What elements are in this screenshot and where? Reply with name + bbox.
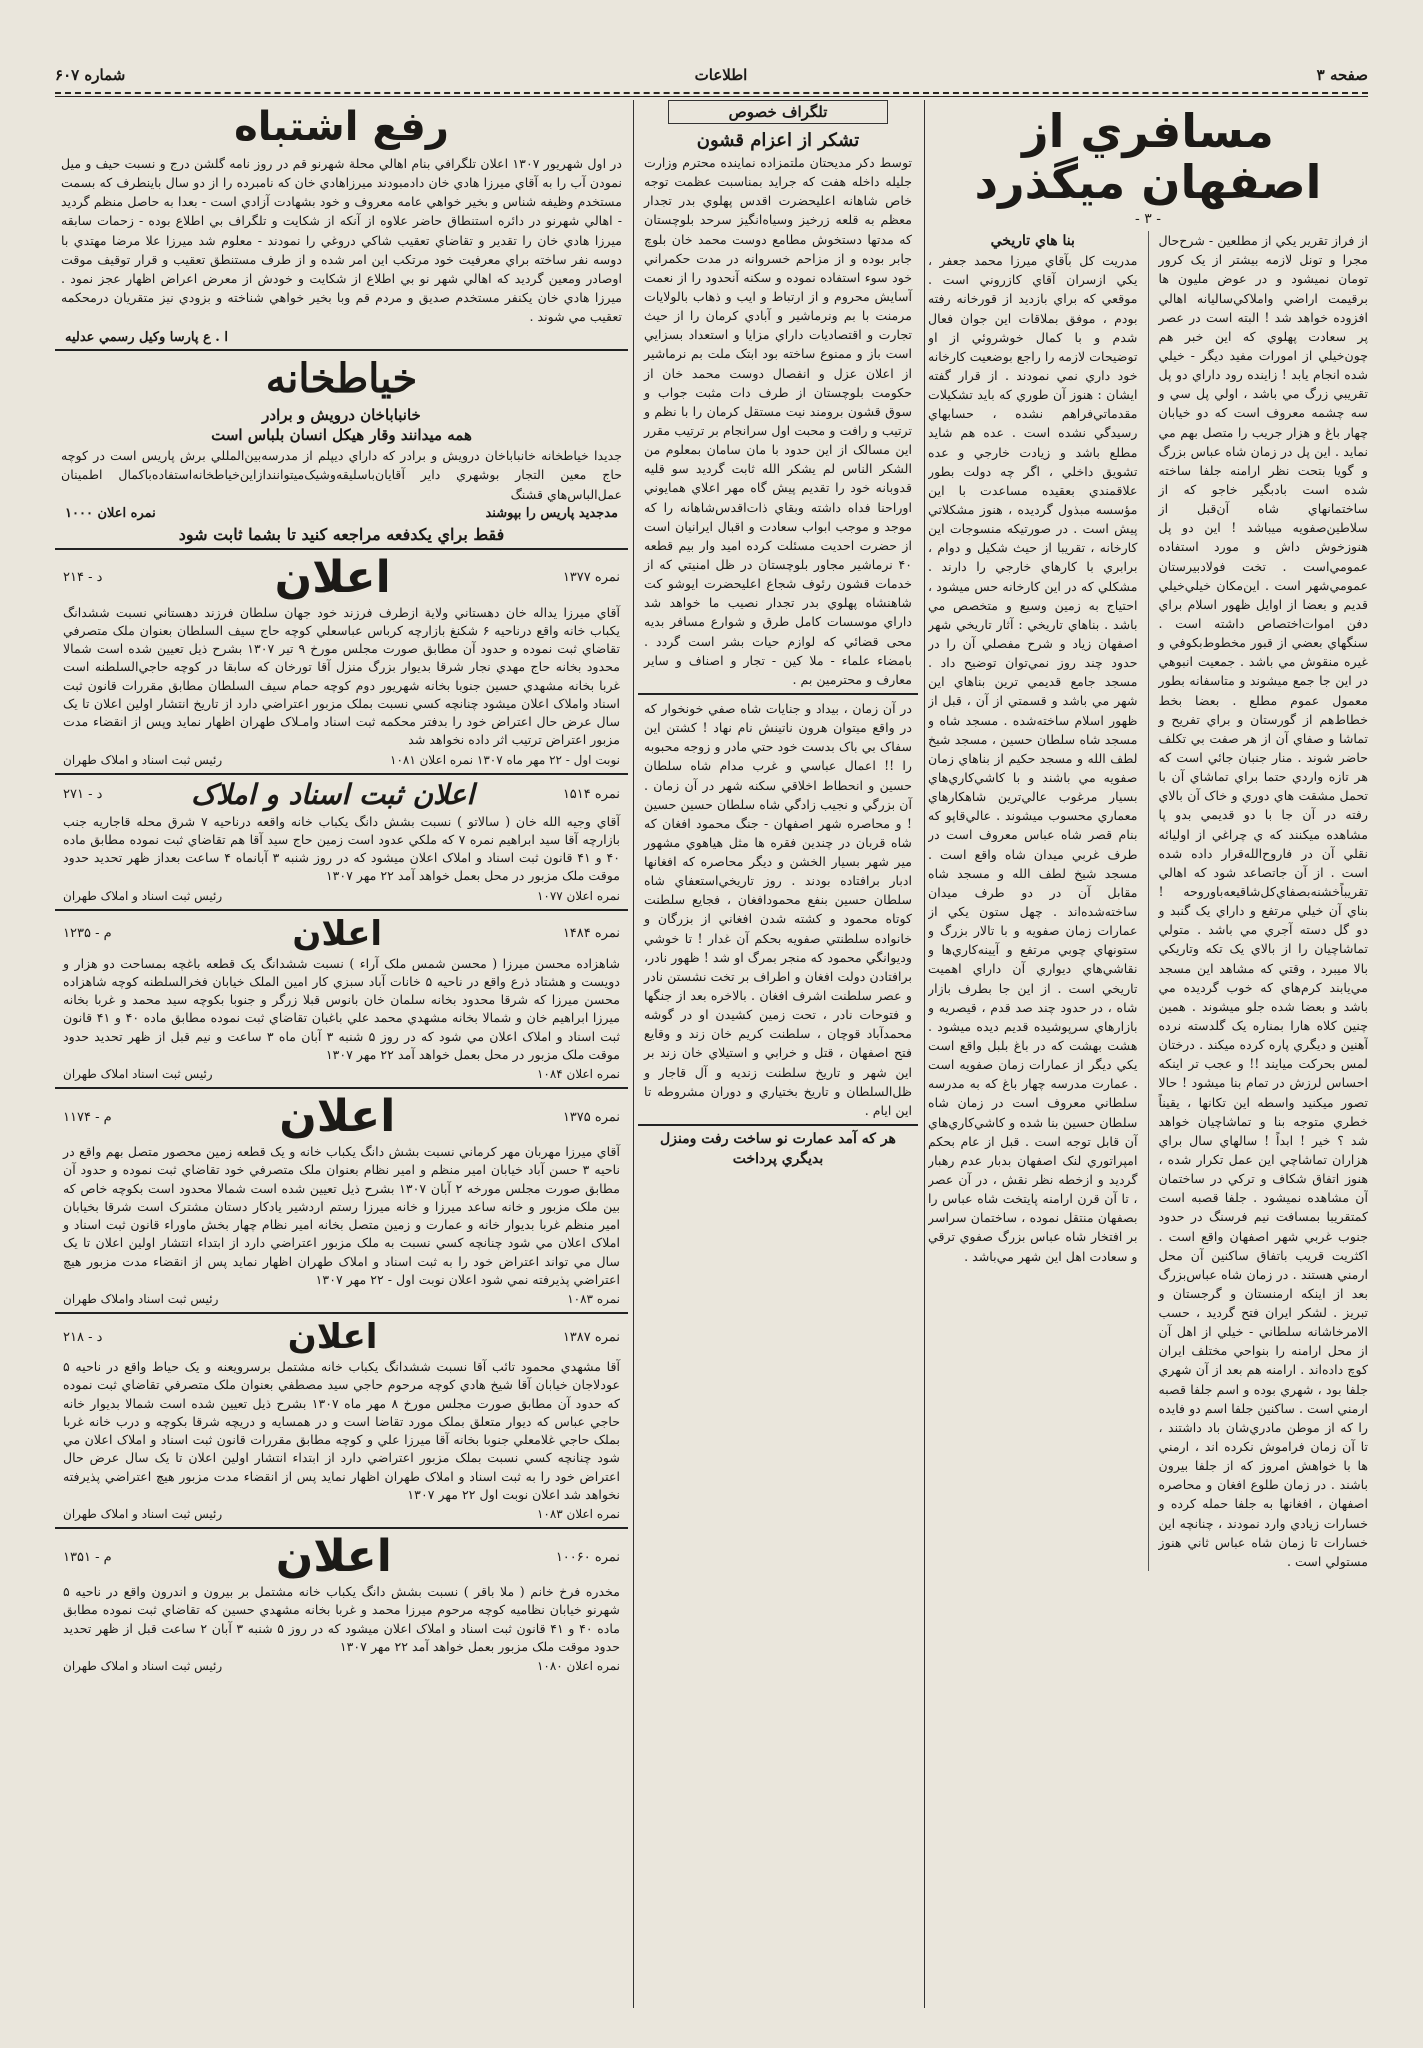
notice-header [63,551,620,603]
notice-footer-left: رئيس ثبت اسناد واملاک طهران [63,1292,219,1307]
notice-number: نمره ۱۳۸۷ [562,1329,620,1345]
notice-code: د - ۲۱۸ [63,1329,103,1345]
notice-title: اعلان [279,1091,396,1143]
article-col-2: مدريت کل بآقاي ميرزا محمد جعفر ، يکي ازسران آقاي کازروني است . موقعي که براي بازديد از قورخانه رفته بودم ، موفق بملاقات اين جوان فعال شدم و با کمال خوشروئي از او توضيحات لازمه را راجع بوضعيت کارخانه خود داري نمي نمودند . از قرار گفته ايشان : هنوز آن طوري که بايد تشکيلات مقدماتي‌فراهم نشده ، حسابهاي رسيدگي نشده است . عده هم شايد مطلع باشد و زيادت خارجي و عده تشويق داخلي ، اگر چه دولت بطور علاقمندي بعقيده مساعدت با اين مؤسسه مبذول گرديده ، هنوز مشکلاتي پيش است . در صورتيکه منسوجات اين کارخانه ، تقريبا از حيث شکيل و دوام ، برابري با کارهاي خارجي را دارند . مشکلي که در اين کارخانه حس ميشود ، احتياج به زمين وسيع و متخصص مي باشد . بناهاي تاريخي : آثار تاريخي شهر اصفهان زياد و شرح مفصلي آن را در حدود چند روز نمي‌توان توضيح داد . مسجد جامع قديمي ترين بناهاي اين شهر مي باشد و قسمتي از آن ، قبل از ظهور اسلام ساخته‌شده . مسجد شاه و مسجد شاه سلطان حسين ، مسجد شيخ لطف الله و مسجد حکيم از بناهاي زمان صفويه مي باشند و با کاشي‌کاري‌هاي بسيار مرغوب عالي‌ترين شاهکارهاي معماري محسوب ميشوند . عالي‌قاپو که بنام قصر شاه عباس معروف است در طرف غربي ميدان شاه واقع است . مسجد شيخ لطف الله و مسجد شاه مقابل آن در دو طرف ميدان ساخته‌شده‌اند . چهل ستون يکي از عمارات زمان صفويه و با تالار بزرگ و ستونهاي چوبي مرتفع و آيينه‌کاري‌ها و نقاشي‌هاي ديواري آن داراي اهميت تاريخي است . از اين جا بطرف بازار شاه ، در حدود چند صد قدم ، قيصريه و بازارهاي سرپوشيده قديم ديده ميشود . هشت بهشت که در باغ بلبل واقع است يکي ديگر از عمارات زمان صفويه است . عمارت مدرسه چهار باغ که به مدرسه سلطاني معروف است در زمان شاه سلطان حسين بنا شده و کاشي‌کاري‌هاي آن قابل توجه است . قبل از عام بحکم امپراتوري لنک اصفهان بدبار عدم رهبار گرديد و ازخطه نظر نقش ، در آن عصر ، تا آن قرن ارامنه پايتخت شاه عباس را بصفهان منتقل نموده ، ساختمان سراسر بر افتخار شاه عباس بزرگ صفوي ترقي و سعادت اهل اين شهر مي‌باشد . [928,253,1138,1264]
section-rule [55,1527,628,1529]
section-rule [55,548,628,550]
masthead-rule-2 [55,96,1368,97]
notice-title: اعلان [275,1531,392,1583]
column-divider [924,100,925,2008]
notice-code: د - ۲۷۱ [63,787,103,803]
notice-number: نمره ۱۳۷۵ [562,1109,620,1125]
notice-footer-right: نمره اعلان ۱۰۸۳ [536,1507,620,1522]
notice-body: آقا مشهدي محمود تائب آقا نسبت ششدانگ يکباب خانه مشتمل برسرويعنه و يک حياط واقع در ناحيه ۵ عودلاجان خيابان آقا شيخ هادي کوچه مرحوم حاجي سيد مصطفي بعنوان ملک متصرفي تقاضاي ثبت نموده که حدود آن مطابق صورت مجلس مورخ ۸ مهر ماه ۱۳۰۷ بشرح ذيل تعيين شده است شمالا بديوار خانه حاجي عباس که ديوار متعلق بملک مورد تقاضا است و در همسايه و دريچه شرقا بکوچه و درب خانه غربا بملک حاجي غلامعلي جنوبا بخانه آقا ميرزا علي و کوچه مطابق مقررات قانون ثبت اسناد و املاک اعلان مي شود چنانچه کسي نسبت بملک مزبور اعتراضي دارد از ابتداء انتشار اولين اعلان تا يک سال عرض حال اعتراض خود را به ثبت اسناد و املاک طهران اظهار نمايد پس از انقضاء مدت مزبور هيچ اعتراضي پذيرفته نخواهد شد اعلان نوبت اول ۲۲ مهر ۱۳۰۷ [63,1359,620,1502]
telegraph-label: تلگراف خصوص [668,100,888,124]
notice-footer [63,753,620,767]
legal-notice [55,779,628,905]
notice-body: آقاي ميرزا يداله خان دهستاني ولاية ازطرف فرزند خود جهان سلطان فرزند دهستاني نسبت ششدانگ يکباب خانه واقع درناحيه ۶ شکنغ بازارچه کرباس عباسعلي کوچه حاج سيف السلطان بعنوان ملک متصرفي تقاضاي ثبت نموده و حدود آن مطابق صورت مجلس مورخ ۹ تير ۱۳۰۷ بشرح ذيل تعيين شده است شمالا محدود بخانه حاج مهدي نجار شرقا بديوار بزرگ منزل آقا تورخان که سابقا در کوچه حاجي‌السلطنه است غربا بخانه مشهدي حسين جنوبا بخانه شهريور دوم کوچه حمام سيف السلطان مطابق مقررات قانون ثبت اسناد واملاک اعلان ميشود چنانچه کسي نسبت بملک مزبور اعتراضي دارد از تاريخ انتشار اولين اعلان تا يک سال عرض حال اعتراض خود را بدفتر محکمه ثبت اسناد وامـلاک طهران اظهار نمايد وپس از انقضاء مدت مزبور اعتراض ترتيب اثر داده نخواهد شد [63,604,620,748]
notice-header [63,1531,620,1583]
notice-header [63,1317,620,1358]
notice-number: نمره ۱۰۰۶۰ [555,1549,620,1565]
section-rule [55,349,628,351]
notice-header [63,1091,620,1143]
legal-notice [55,551,628,769]
article-body [928,231,1368,1571]
notice-footer [63,1659,620,1673]
notice-code: م - ۱۱۷۴ [63,1109,112,1125]
notice-footer [63,889,620,903]
historic-heading: بنا هاي تاريخي [990,233,1075,250]
telegraph-heading: تشکر از اعزام قشون [696,130,860,151]
notice-footer [63,1067,620,1081]
history-text: در آن زمان ، بيداد و جنايات شاه صفي خونخوار که در واقع ميتوان هرون ناتينش نام نهاد ! کشتن اين سفاک بي باک بدست خود حتي مادر و زوجه محبوبه را !! اعمال عباسي و غرب مدام شاه سلطان حسين و انحطاط اخلاقي سکنه شهر در آن زمان . آن بزرگي و نجيب زادگي شاه سلطان حسين حسين ! و محاصره شهر اصفهان - جنگ محمود افغان که شاه قربان در چندين فقره ها مثل هياهوي مشهور مير شهر بسيار‌ الخشن و ديگر محاصره که افغانها ادبار برافتاده بودند . روز تاريخي‌استعفاي شاه سلطان حسين بنفع محمود‌افغان ، فجايع سلطنت کوتاه محمود و کشته شدن افغاني از بزرگان و خانواده سلطنتي صفويه بحکم آن غدار ! تا خوشي وديوانگي محمود که منجر بمرگ او شد ! ظهور نادر، برافتادن دولت افغان و اطراف بر تخت نشستن نادر و عصر سلطنت اشرف افغان . بالاخره بعد از جنگها و فتوحات نادر ، تحت زمين کشيدن او در گوشه محمدآباد قوچان ، سلطنت کريم خان زند و وقايع فتح اصفهان ، قتل و خرابي و استيلاي خان زند بر اين شهر و تاريخ سلطنت زنديه و آل قاجار و ظل‌السلطان و تاريخ بختياري و دوران مشروطه تا اين ايام . [644,700,912,1118]
telegraph-article [638,100,918,2008]
legal-notice [55,1318,628,1523]
notice-footer [63,1292,620,1306]
notice-title: اعلان [292,913,383,954]
notice-footer-right: نمره اعلان ۱۰۸۰ [536,1659,620,1674]
issue-label: شماره ۶۰۷ [55,66,126,84]
notice-body: شاهزاده محسن ميرزا ( محسن شمس ملک آراء ) نسبت ششدانگ يک قطعه باغچه بمساحت دو هزار و دويست و هشتاد ذرع واقع در ناحيه ۵ خانات آباد سبزي کار امين الملک خيابان فخرالسلطنه کوچه شاهزاده محسن ميرزا که شرقا محدود بخانه سلمان خان بانوس قبلا زرگر و جنوبا بکوچه سيد محمد و غربا بخانه ميرزا ابراهيم خان و شمالا بخانه مشهدي محمد علي باغبان تقاضاي ثبت نموده مطابق ماده ۴۰ و ۴۱ قانون ثبت اسناد و املاک اعلان مي شود که در روز ۵ شنبه ۳ آبان ماه ۳ ساعت و نيم قبل از ظهر تحديد حدود موقت ملک مزبور در محل بعمل خواهد آمد ۲۲ مهر ۱۳۰۷ [63,955,621,1062]
tailor-ad [55,355,628,543]
notice-body: آقاي وجيه الله خان ( سالاتو ) نسبت بشش دانگ يکباب خانه واقعه درناحيه ۷ شرق محله قاجاريه جنب بازارچه آقا سيد ابراهيم نمره ۷ که ملکي عدود است زمين حاج سيد آقا هم تقاضاي ثبت نموده مطابق ماده ۴۰ و ۴۱ قانون ثبت اسناد و املاک اعلان ميشود که در روز شنبه ۳ آبانماه ۴ ساعت بعداز ظهر تحديد حدود موقت ملک مزبور در محل بعمل خواهد آمد ۲۲ مهر ۱۳۰۷ [63,813,620,884]
correction-signature: ا . ع پارسا وکيل رسمي عدليه [65,330,228,346]
notice-body: آقاي ميرزا مهربان مهر کرماني نسبت بشش دانگ يکباب خانه و يک قطعه زمين محصور متصل بهم واقع در ناحيه ۳ حسن آباد خيابان امير منظم و امير نظام بعنوان ملک متصرفي خود تقاضاي ثبت نموده و حدود آن مطابق صورت مجلس مورخه ۲ آبان ۱۳۰۷ بشرح ذيل تعيين شده است شمالا محدود است بکوچه خاص که بين ملک مزبور و خانه ساعد ميرزا و خانه ميرزا رستم اردشير يادکار دستان مشترک است شرقا بخيابان امير منظم غربا بديوار خانه و عمارت و زمين متصل بخانه امير نظام چهار بخش ماوراء قانون ثبت اسناد و املاک اعلان مي شود چنانچه کسي نسبت به ملک مزبور اعتراضي دارد از ابتداء انتشار اولين اعلان تا يک سال مي تواند اعتراض خود را به ثبت اسناد و املاک طهران اظهار نمايد پس از انقضاء مدت مزبور هيچ اعتراضي پذيرفته نمي شود اعلان نوبت اول - ۲۲ مهر ۱۳۰۷ [63,1144,621,1287]
notice-title: اعلان [274,551,391,603]
notice-footer-left: رئيس ثبت اسناد و املاک طهران [63,1507,223,1522]
correction-title: رفع اشتباه [234,104,449,150]
notice-title: اعلان ثبت اسناد و املاک [190,777,475,811]
section-rule [55,1312,628,1314]
article-part: - ۳ - [1135,211,1161,228]
tailor-slogan: همه ميدانند وقار هيکل انسان بلباس است [211,426,472,445]
notice-footer-left: رئيس ثبت اسناد و املاک طهران [63,888,223,903]
section-rule [55,909,628,911]
notice-code: م - ۱۳۵۱ [63,1549,112,1565]
legal-notice [55,1093,628,1308]
notice-footer-right: نمره اعلان ۱۰۷۷ [536,888,620,903]
notice-title: اعلان [287,1317,378,1358]
section-rule [55,1087,628,1089]
masthead [55,58,1368,92]
tailor-subtitle: خانباباخان درويش و برادر [262,406,421,425]
poem-banner: هر که آمد عمارت نو ساخت رفت ومنزل بديگري پرداخت [660,1131,896,1167]
section-rule [55,773,628,775]
paper-name: اطلاعات [694,66,748,84]
notice-number: نمره ۱۳۷۷ [562,570,620,586]
column-divider [633,100,634,2008]
section-rule [638,693,918,695]
announcements-column [55,100,628,2008]
notice-footer-left: رئيس ثبت اسناد املاک طهران [63,1067,213,1082]
notice-footer-left: رئيس ثبت اسناد و املاک طهران [63,752,223,767]
tailor-title: خياطخانه [265,355,418,403]
notice-code: د - ۲۱۴ [63,570,103,586]
article-col-2-wrap [928,231,1138,1571]
legal-notice [55,915,628,1084]
notice-footer-left: رئيس ثبت اسناد و املاک طهران [63,1659,223,1674]
legal-notice [55,1533,628,1675]
correction-text: در اول شهريور ۱۳۰۷ اعلان تلگرافي بنام اهالي محلة شهرنو قم در روز نامه گلشن درج و نسبت حيف و ميل نمودن آب را به آقاي ميرزا هادي خان دادمبودند ميرزاهادي خان که نامبرده را از دو سال باينطرف که بسمت مستخدم وظيفه شناس و بخير خواهي عامه معروف و خود بشهادت آزادي است - بعدا به حاصل منظم گرديد - اهالي شهرنو در دائره استنطاق حاضر علاوه از آنکه از شکايت و تلگراف بي اطلاع بوده - زحمات سابقه ميرزا هادي خان را تقدير و تقاضاي تعقيب شاکي دروغي را نمودند - معلوم شد ميرزا علا مرضا مهتدي با دوسه نفر ساخته براي معرفيت خود مرتکب اين امر شده و از طرف مستنطق تعقيب و قرار توقيف موقت اوصادر ومعين گرديد که اهالي شهر نو بي اطلاع از شکايت و خودش از معرض اعراض اظهار عجز نمود . ميرزا هادي خان يکنفر مستخدم صديق و مردم قم وبا بخير خواهي شناخته و بزودي نيز متقريان درمحکمه تعقيب مي شوند . [61,156,622,325]
tailor-text: جديدا خياطخانه خانباباخان درويش و برادر که داراي ديپلم از مدرسه‌بين‌المللي برش پاريس است در کوچه حاج معين التجار بوشهري داير آقايان‌باسليقه‌وشيک‌ميتوانند‌ازاين‌خياطخانه‌استفاده‌با‌کمال اطمينان عمل‌ا‌لباس‌هاي قشنگ [61,448,622,502]
masthead-rule [55,92,1368,94]
notice-footer-right: نمره اعلان ۱۰۸۴ [536,1067,620,1082]
travelogue-article [928,100,1368,2008]
section-rule [638,1124,918,1126]
notice-number: نمره ۱۵۱۴ [562,787,620,803]
tailor-ending: فقط براي يکدفعه مراجعه کنيد تا بشما ثابت شود [178,524,505,544]
tailor-footer [65,506,618,521]
article-title: مسافري از اصفهان ميگذرد [974,104,1322,209]
notice-header [63,913,620,954]
tailor-footer-right: مدجديد پاريس را بپوشند [485,505,618,521]
telegraph-text: توسط دکر مديحتان ملتمزاده نماينده محترم وزارت جليله داخله هفت که جرايد بمناسبت عظمت توجه خاص شاهانه اعليحضرت اقدس پهلوي بدر تجدار معظم به قلعه زرخيز وسياه‌انگيز سرحد بلوچستان که مدتها دستخوش مطامع دوست محمد خان بلوچ جابر بوده و از مزاحم خسروانه در مدت حکمراني خود سوء استفاده نموده و سکنه آنحدود را از نعمت آسايش محروم و از ارتباط و ايب و ذهاب بالولايات مرمنت با بم ونرماشير و آبادي کرمان را از حيث تجارت و اقتصاديات داراي مزايا و استعداد بسزايي است باز و ممنوع ساخته بود ابتک ملت بم نرماشير از اعلان عزل و انفصال دوست محمد خان از حکومت بلوچستان از طرف دات مثبت جواب و سوق قشون برومند نيت مستقل کرمان را با نظم و ترتيب و رافت و محبت اول سرانجام بر ترتيب مقرر اين مسالک از اين حدود با مان سامان بمعلوم من الشکر الناس لم يشکر الله ثابت گرديد سو قليه قدوبانه خود را تقديم پيش گاه مهر اعلاي همايوني اوراحنا فداه داشته وبقاي ذات‌اقدس‌شاهانه را که موجد و موجب ابواب سعادت و اقبال ايرانيان است از حضرت احديت مسئلت کرده اميد وار بيم قطعه ۴۰ نرماشير مجاور بلوچستان در ظل امنيتي که از خدمات قشون رئوف شجاع اعليحضرت ايوشو کت شاهنشاه پهلوي بدر تجدار نصيب ما خواهد شد داراي موسسات کامل طرق و شوارع مسافر بدیه محی قضائي که لوازم حيات بشر است گردد . بامضاء علماء - ملا کين - تجار و اصناف و ساير معارف و محترمين بم . [644,155,912,687]
notice-code: م - ۱۲۳۵ [63,926,112,942]
notice-footer [63,1507,620,1521]
page-label: صفحه ۳ [1316,66,1368,84]
tailor-footer-left: نمره اعلان ۱۰۰۰ [65,505,156,521]
notice-number: نمره ۱۴۸۴ [562,926,620,942]
notice-footer-right: نوبت اول - ۲۲ مهر ماه ۱۳۰۷ نمره اعلان ۱۰۸۱ [390,752,620,767]
notice-header [63,777,620,811]
article-col-1: از فراز تقرير يکي از مطلعين - شرح‌حال مجرا و تونل لازمه بيشتر از يک کرور تومان نميشود و در عوض مليون ها برقيمت اراضي واملاکي‌ساليانه اهالي افزوده خواهد شد ! البته است در عصر پر سعادت پهلوي که اين خبر هم چون‌خيلي از امورات مفيد ديگر - خيلي شده انجام يابد ! زاينده رود داراي دو پل تقريبي زرگ مي باشد ، اولي پل سي و سه چشمه معروف است که دو خيابان چهار باغ و هزار جريب را متصل بهم مي نمايد . اين پل در زمان شاه عباس بزرگ و گويا بتحت نظر ارامنه جلفا ساخته شده است بادبگير خاجو که از ساختمانهاي شاه آن‌قبل از سلاطين‌صفويه ميباشد ! اين دو پل هنوزخوش داش و مورد استفاده عمومي‌است . تخت فولاد‌بيرستان عمومي‌شهر است . اين‌مکان خيلي‌خيلي قديم و بعضا از اوايل ظهور اسلام براي دفن اموات‌اختصاص داشته است . سنگهاي بعضي از قبور مخطوط‌بکوفي و غيره منقوش مي باشد . جمعيت انبوهي در اين جا جمع ميشوند و متاسفانه بطور معمول عموم مطلع . بعضا بخط خطاط‌هم از گورستان و براي تفريح و تماشا و صفاي آن از هر صفت بي تکلف حاضر شوند . منار جنبان جائي است که هر تازه واردي حتما براي تماشاي آن با تحمل مشقت هاي دوري و خاک آن بالاي رفته در آن جا با دو قديمي بدو پا مشاهده ميکنند که ي چراغي از اوليائه نقلي آن در فاروح‌الله‌قرار داده شده است . از آن جاتصاعد شود که اهالي تقريباً‌خشنه‌بصفاي‌كل‌شاقيعه‌با‌وروحه ! بناي آن خيلي مرتفع و داراي يک گنبد و دو گل دسته آجري مي باشد . متولي تماشاچيان را از بالاي يک تکه وتاريکي بالا ميبرد ، وقتي که مشاهد اين مسجد مي‌يابند کرم‌هاي که خوب گرديده مي باشد و بعضا شده جلو ميشوند . همين چنين کلاه هارا بمناره يک گلدسته نرده آهنين و ديگري پاره کرده ميکند . درختان لمس بحرکت ميايند !! و عجب تر اينکه احساس لرزش در تمام بنا ميشود ! حالا تصور ميکنيد واسطه اين تکانها ، يقيناً خطري متوجه بنا و تماشاچيان خواهد شد ؟ خير ! ابداً ! سالهاي سال براي هزاران تماشاچي اين عمل تکرار شده ، هنوز اتفاق شکاف و ترکي در ساختمان آن مشاهده نميشود . جلفا قصبه است کمتقريبا بمسافت نيم فرسنگ در حدود جنوب غربي شهر اصفهان واقع است . اکثريت قريب باتفاق ساکنين آن محل ارمني هستند . در زمان شاه عباس‌بزرگ بعد از اينکه ارمنستان و گرجستان و تبريز . لشکر ايران فتح گرديد ، حسب الامر‌خاشانه سلطاني - خيلي از اهل آن از محل ارامنه را بنواحي مختلف ايران کوچ داده‌اند . ارامنه هم بعد از آن شهري جلفا بود ، شهري بوده و اسم جلفا قصبه ارمني است . ساکنين جلفا اسم دو فايده را که از موطن مادري‌شان باد داشتند ، تا آن زمان فراموش نکرده اند ، ارمني ها با خواهش امروز که از جلفا بيرون باشند . در زمان طلوع افغان و محاصره اصفهان ، افغانها به جلفا حمله کرده و خسارات زيادي وارد نمودند ، چنانچه اين خسارات تا زمان شاه عباس ثاني هنوز مستولي است . [1158,233,1368,1569]
notice-footer-right: نمره ۱۰۸۳ [567,1292,620,1307]
inner-divider [1148,231,1149,1571]
notice-body: مخدره فرخ خانم ( ملا باقر ) نسبت بشش دانگ يکباب خانه مشتمل بر بيرون و اندرون واقع در ناحيه ۵ شهرنو خيابان نظاميه کوچه مرحوم ميرزا محمد و غربا بخانه مشهدي حسين که تقاضاي ثبت نموده مطابق ماده ۴۰ و ۴۱ قانون ثبت اسناد و املاک اعلان ميشود که در روز ۵ شنبه ۳ آبان ۲ ساعت قبل از ظهر تحديد حدود موقت ملک مزبور بعمل خواهد آمد ۲۲ مهر ۱۳۰۷ [63,1584,620,1654]
